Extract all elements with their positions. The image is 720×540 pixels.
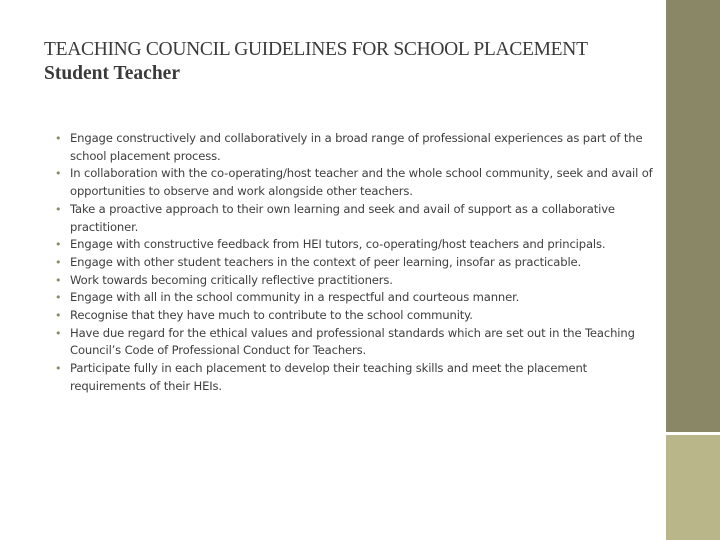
list-item <box>55 325 655 360</box>
slide-title <box>44 38 654 86</box>
bullet-icon: • <box>55 255 62 269</box>
list-item-text: Participate fully in each placement to develop their teaching skills and meet the placement requirements of their HEIs. <box>70 361 588 393</box>
bullet-icon: • <box>55 291 62 305</box>
list-item <box>55 130 655 165</box>
list-item-text: Take a proactive approach to their own learning and seek and avail of support as a collaborative practitioner. <box>70 201 615 234</box>
bullet-icon: • <box>55 132 62 145</box>
list-item <box>55 201 655 236</box>
list-item-text: Engage with constructive feedback from HEI tutors, co-operating/host teachers and principals. <box>70 237 606 252</box>
list-item-text: Engage with all in the school community in a respectful and courteous manner. <box>70 290 520 305</box>
list-item-text: Engage with other student teachers in the context of peer learning, insofar as practicable. <box>70 254 582 269</box>
list-item <box>55 307 655 325</box>
title-subheading: Student Teacher <box>44 63 180 84</box>
list-item-text: Have due regard for the ethical values and professional standards which are set out in the Teaching Council’s Code of Professional Conduct for Teachers. <box>70 325 635 358</box>
sidebar-accent-dark <box>666 0 720 432</box>
list-item <box>55 165 655 200</box>
list-item-text: Engage constructively and collaboratively in a broad range of professional experiences as part of the school placement process. <box>70 131 643 163</box>
bullet-icon: • <box>55 202 62 216</box>
list-item <box>55 272 655 290</box>
title-heading: TEACHING COUNCIL GUIDELINES FOR SCHOOL PLACEMENT <box>44 39 588 60</box>
guidelines-list <box>55 130 655 396</box>
bullet-icon: • <box>55 238 62 252</box>
list-item-text: In collaboration with the co-operating/host teacher and the whole school community, seek and avail of opportunities to observe and work alongside other teachers. <box>70 166 653 199</box>
list-item <box>55 236 655 254</box>
list-item <box>55 360 655 395</box>
list-item <box>55 254 655 272</box>
bullet-icon: • <box>55 273 62 287</box>
bullet-icon: • <box>55 167 62 181</box>
list-item-text: Recognise that they have much to contribute to the school community. <box>70 308 473 323</box>
bullet-icon: • <box>55 309 62 323</box>
list-item-text: Work towards becoming critically reflective practitioners. <box>70 272 393 287</box>
bullet-icon: • <box>55 362 62 376</box>
bullet-icon: • <box>55 326 62 340</box>
sidebar-accent-light <box>666 435 720 540</box>
list-item <box>55 289 655 307</box>
